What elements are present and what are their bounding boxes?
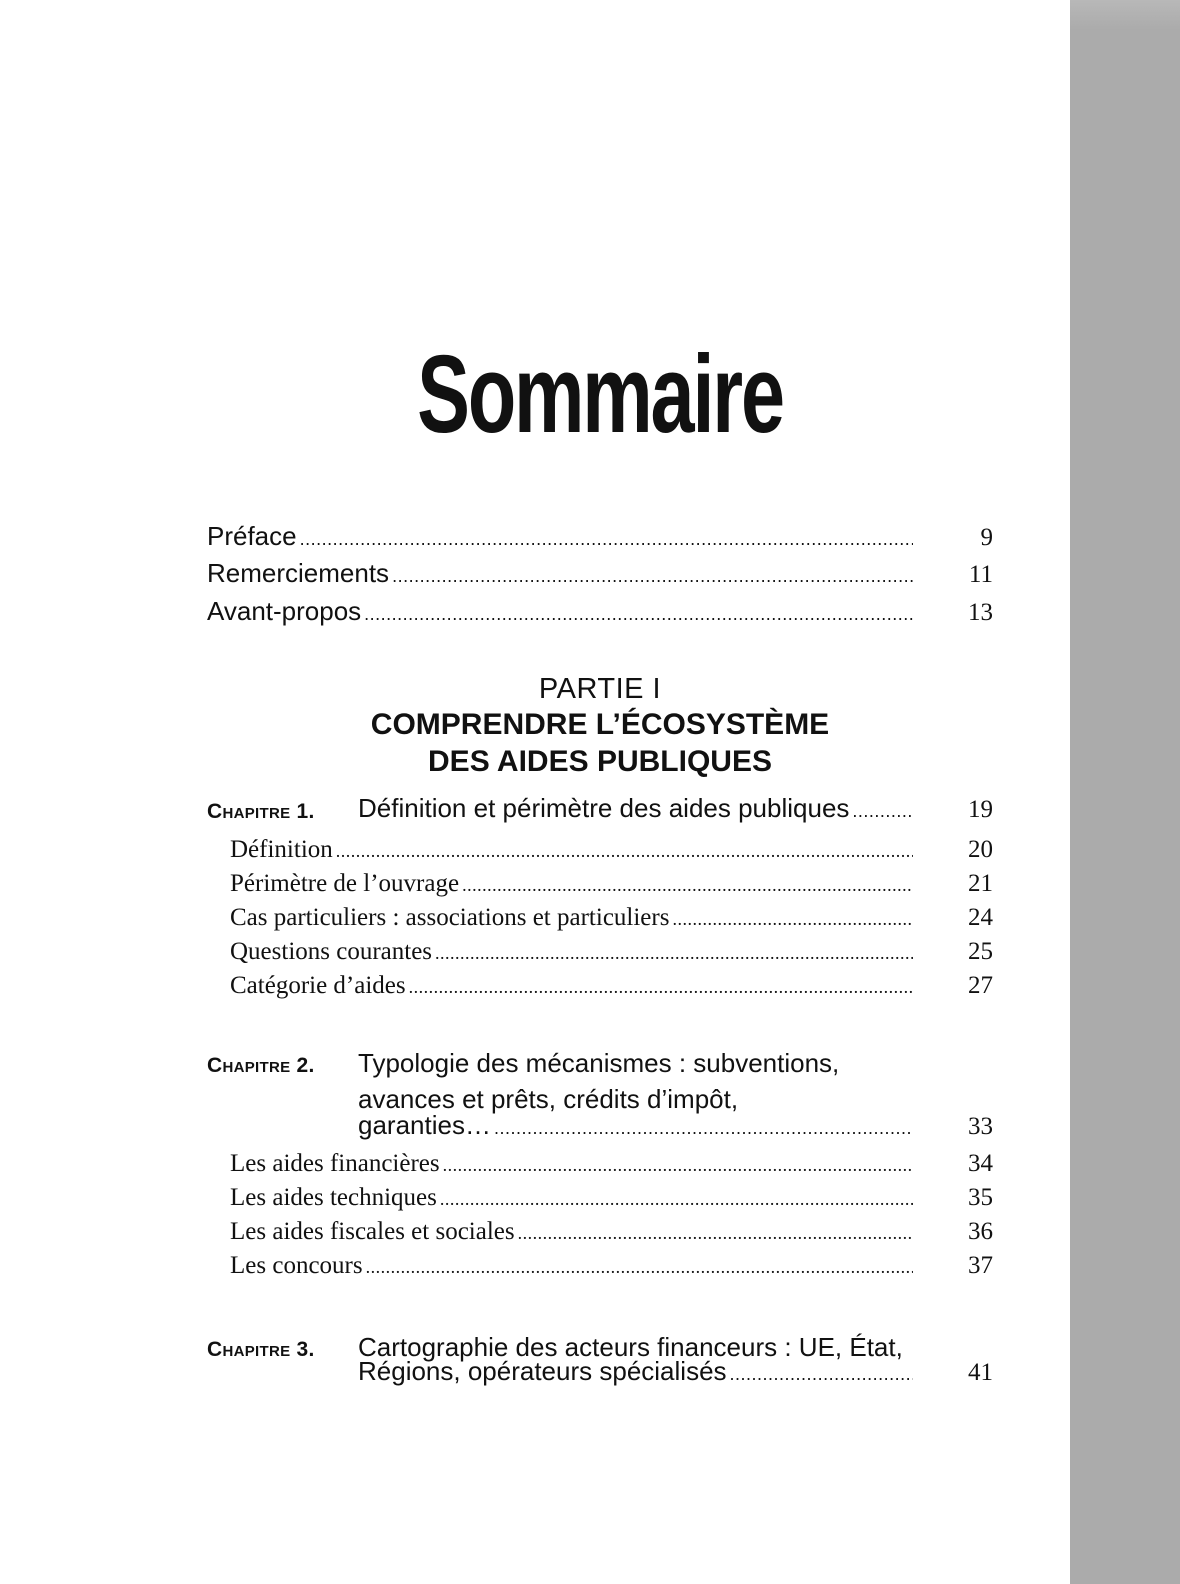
chapter-3-label: Chapitre 3. xyxy=(207,1338,315,1361)
chapter-title: Définition et périmètre des aides publiques xyxy=(358,793,850,823)
dot-leader xyxy=(392,566,913,587)
dot-leader xyxy=(730,1364,913,1385)
dot-leader xyxy=(518,1223,913,1244)
toc-entry-chapter-3[interactable] xyxy=(358,1356,993,1390)
dot-leader xyxy=(435,943,913,964)
dot-leader xyxy=(366,1257,913,1278)
page-edge-shadow xyxy=(1070,0,1180,1584)
toc-page-number: 36 xyxy=(968,1218,993,1245)
toc-page-number: 37 xyxy=(968,1252,993,1279)
toc-entry-section[interactable] xyxy=(230,836,993,870)
toc-page-number: 33 xyxy=(968,1113,993,1140)
chapter-3-title-line-1: Cartographie des acteurs financeurs : UE, État, xyxy=(358,1332,903,1362)
dot-leader xyxy=(494,1118,913,1139)
dot-leader xyxy=(364,604,913,625)
section-title: Cas particuliers : associations et particuliers xyxy=(230,904,670,931)
toc-entry-section[interactable] xyxy=(230,904,993,938)
dot-leader xyxy=(462,875,913,896)
toc-page-number: 35 xyxy=(968,1184,993,1211)
toc-entry-section[interactable] xyxy=(230,1252,993,1286)
dot-leader xyxy=(409,977,913,998)
toc-page-number: 21 xyxy=(968,870,993,897)
chapter-title: garanties… xyxy=(358,1110,491,1140)
toc-entry-section[interactable] xyxy=(230,870,993,904)
toc-entry-chapter-1[interactable] xyxy=(358,793,993,827)
toc-page-number: 11 xyxy=(968,561,993,588)
dot-leader xyxy=(672,909,913,930)
toc-entry-preface[interactable] xyxy=(207,521,993,555)
dot-leader xyxy=(443,1155,913,1176)
chapter-2-title-line-1: Typologie des mécanismes : subventions, xyxy=(358,1048,840,1078)
dot-leader xyxy=(852,801,913,822)
chapter-title: Régions, opérateurs spécialisés xyxy=(358,1356,727,1386)
toc-entry-avant-propos[interactable] xyxy=(207,596,993,630)
toc-entry-section[interactable] xyxy=(230,1218,993,1252)
toc-page-number: 19 xyxy=(968,796,993,823)
toc-entry-label: Avant-propos xyxy=(207,596,362,626)
section-title: Les aides fiscales et sociales xyxy=(230,1218,515,1245)
toc-entry-chapter-2[interactable] xyxy=(358,1110,993,1144)
toc-entry-section[interactable] xyxy=(230,1150,993,1184)
toc-entry-section[interactable] xyxy=(230,972,993,1006)
part-title-line-1: COMPRENDRE L’ÉCOSYSTÈME xyxy=(370,708,830,741)
toc-entry-label: Remerciements xyxy=(207,558,390,588)
toc-entry-section[interactable] xyxy=(230,938,993,972)
dot-leader xyxy=(300,529,913,550)
toc-page-number: 34 xyxy=(968,1150,993,1177)
part-heading xyxy=(0,672,1180,780)
dot-leader xyxy=(336,841,913,862)
chapter-1-label: Chapitre 1. xyxy=(207,800,315,823)
section-title: Périmètre de l’ouvrage xyxy=(230,870,460,897)
section-title: Questions courantes xyxy=(230,938,433,965)
page-title: Sommaire xyxy=(417,333,783,456)
toc-page-number: 20 xyxy=(968,836,993,863)
part-number: PARTIE I xyxy=(538,673,662,705)
section-title: Les aides techniques xyxy=(230,1184,437,1211)
toc-entry-section[interactable] xyxy=(230,1184,993,1218)
toc-page-number: 25 xyxy=(968,938,993,965)
toc-page-number: 27 xyxy=(968,972,993,999)
toc-entry-label: Préface xyxy=(207,521,297,551)
chapter-2-label: Chapitre 2. xyxy=(207,1054,315,1077)
toc-page-number: 13 xyxy=(968,599,993,626)
toc-page-number: 9 xyxy=(980,524,993,551)
section-title: Définition xyxy=(230,836,333,863)
toc-page-number: 41 xyxy=(968,1359,993,1386)
section-title: Catégorie d’aides xyxy=(230,972,406,999)
part-title-line-2: DES AIDES PUBLIQUES xyxy=(428,745,772,778)
toc-entry-remerciements[interactable] xyxy=(207,558,993,592)
dot-leader xyxy=(440,1189,913,1210)
toc-page-number: 24 xyxy=(968,904,993,931)
section-title: Les concours xyxy=(230,1252,363,1279)
chapter-2-title-line-2: avances et prêts, crédits d’impôt, xyxy=(358,1084,739,1114)
section-title: Les aides financières xyxy=(230,1150,440,1177)
